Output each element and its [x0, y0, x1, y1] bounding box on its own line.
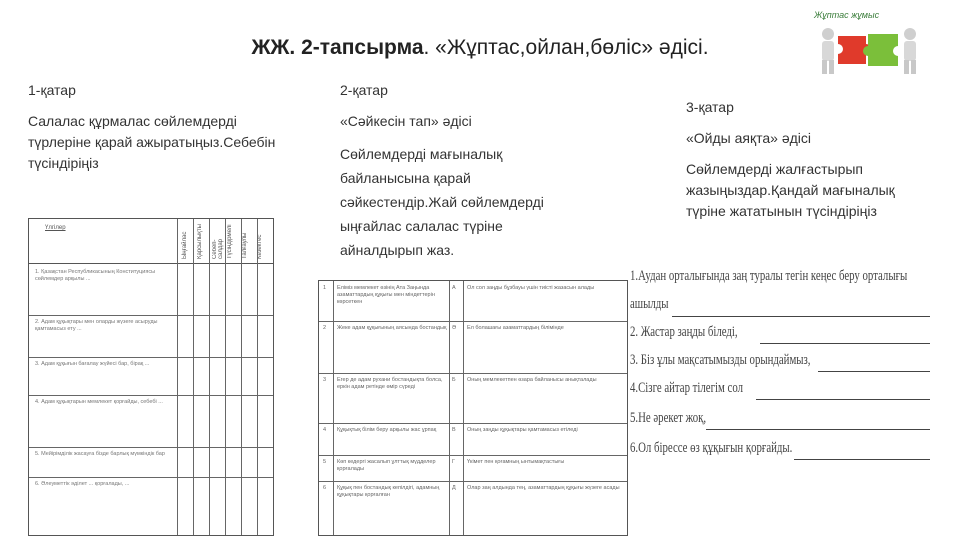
matching-letter: Д — [452, 485, 456, 491]
column-1-heading: 1-қатар — [28, 82, 76, 98]
table-row: 1. Қазақстан Республикасының Конституциясы сөйлемдер арқылы ... — [35, 269, 156, 282]
sentence-line: 5.Не әрекет жоқ, — [630, 410, 707, 426]
column-2-heading: 2-қатар — [340, 82, 388, 98]
table-row: 3. Адам құқығын бағалау жүйесі бар, бірақ ... — [35, 361, 150, 367]
col-label: Қарсылықты — [197, 224, 203, 259]
table-row: 4. Адам құқықтарын мемлекет қорғайды, себебі ... — [35, 399, 163, 405]
table-row: 2. Адам құқықтары мен оларды жүзеге асыруды қамтамасыз ету ... — [35, 319, 158, 332]
matching-right-cell: Ол сол заңды бұзбауы үшін тиісті жазасын алады — [467, 285, 595, 291]
column-2-text: Сөйлемдерді мағыналық байланысына қарай сәйкестендір.Жай сөйлемдерді ыңғайлас салалас түріне айналдырып жаз. — [340, 146, 544, 258]
column-1 — [28, 80, 298, 184]
col-label: Себеп-салдар — [212, 238, 224, 259]
matching-table-image: 1 2 3 4 5 6 Еліміз мемлекет өзінің Ата Заңында азаматтардың құқығы мен міндеттерін көрсеткен Жеке адам құқығының аясында бостандық Егер де адам рухани бостандықта болса, еркін адам ретінде өмір сүреді Құқықтық білім беру арқылы жас ұрпақ Көп кедергі жасалып ұлттық мүдделер қорғалады Құқық пен бостандық кепілдігі, адамның құқықтары қорғалған А Ә Б В Г Д Ол сол заңды бұзбауы үшін тиісті жазасын алады Ел болашағы азаматтардың білімінде Оның мемлекетпен өзара байланысы анықталады Оның заңды құқықтары қамтамасыз етіледі Үкімет пен қоғамның ынтымақтастығы Олар заң алдында тең, азаматтардың құқығы жүзеге асады — [318, 280, 628, 536]
sentence-line: 2. Жастар заңды біледі, — [630, 324, 738, 340]
col-label: Ыңғайлас — [182, 231, 188, 259]
matching-right-cell: Оның мемлекетпен өзара байланысы анықталады — [467, 377, 597, 383]
column-3-heading: 3-қатар — [686, 99, 734, 115]
title-bold: ЖЖ. 2-тапсырма — [251, 36, 424, 59]
table-row: 5. Мейірімділік жасауға бізде барлық мүмкіндік бар — [35, 451, 165, 457]
column-1-text: Салалас құрмалас сөйлемдерді түрлеріне қарай ажыратыңыз.Себебін түсіндіріңіз — [28, 113, 276, 171]
matching-letter: Г — [452, 459, 455, 465]
matching-left-cell: Көп кедергі жасалып ұлттық мүдделер қорғалады — [337, 459, 436, 472]
puzzle-people-icon — [806, 10, 956, 78]
classification-table-image — [28, 218, 274, 536]
matching-right-cell: Үкімет пен қоғамның ынтымақтастығы — [467, 459, 565, 465]
matching-letter: А — [452, 285, 456, 291]
column-2-method: «Сәйкесін тап» әдісі — [340, 113, 472, 129]
sentence-completion-image — [630, 268, 940, 508]
col-label: Түсіндірмелі — [227, 224, 233, 259]
sentence-line: 4.Сізге айтар тілегім сол — [630, 380, 743, 396]
matching-left-cell: Жеке адам құқығының аясында бостандық — [337, 325, 447, 331]
table-row: 6. Әлеуметтік әділет ... қорғалады, ... — [35, 481, 130, 487]
matching-right-cell: Ел болашағы азаматтардың білімінде — [467, 325, 564, 331]
puzzle-logo — [806, 10, 956, 78]
sentence-line: 6.Ол бірессе өз құқығын қорғайды. — [630, 440, 793, 456]
matching-left-cell: Егер де адам рухани бостандықта болса, еркін адам ретінде өмір сүреді — [337, 377, 443, 390]
column-3 — [686, 97, 916, 232]
column-3-method: «Ойды аяқта» әдісі — [686, 130, 812, 146]
matching-letter: Б — [452, 377, 456, 383]
matching-letter: В — [452, 427, 456, 433]
sentence-line: 1.Аудан орталығында заң туралы тегін кеңес беру орталығы — [630, 268, 908, 284]
col-label: Талғаулы — [242, 232, 248, 259]
matching-right-cell: Олар заң алдында тең, азаматтардың құқығы жүзеге асады — [467, 485, 620, 491]
logo-caption: Жұптас жұмыс — [814, 10, 880, 20]
matching-left-cell: Құқықтық білім беру арқылы жас ұрпақ — [337, 427, 437, 433]
sentence-line: 3. Біз ұлы мақсатымызды орындаймыз, — [630, 352, 811, 368]
matching-right-cell: Оның заңды құқықтары қамтамасыз етіледі — [467, 427, 578, 433]
sentence-line: ашылды — [630, 296, 669, 312]
matching-letter: Ә — [452, 325, 457, 331]
matching-left-cell: Еліміз мемлекет өзінің Ата Заңында азаматтардың құқығы мен міндеттерін көрсеткен — [337, 285, 435, 305]
title-rest: . «Жұптас,ойлан,бөліс» әдісі. — [423, 36, 709, 59]
column-2 — [340, 80, 580, 272]
column-3-text: Сөйлемдерді жалғастырып жазыңыздар.Қандай мағыналық түріне жататынын түсіндіріңіз — [686, 161, 895, 219]
col-label: Кезектес — [257, 234, 263, 259]
table-header-label: Үлгілер — [45, 225, 66, 231]
matching-left-cell: Құқық пен бостандық кепілдігі, адамның құқықтары қорғалған — [337, 485, 440, 498]
classification-table-header — [29, 219, 273, 264]
